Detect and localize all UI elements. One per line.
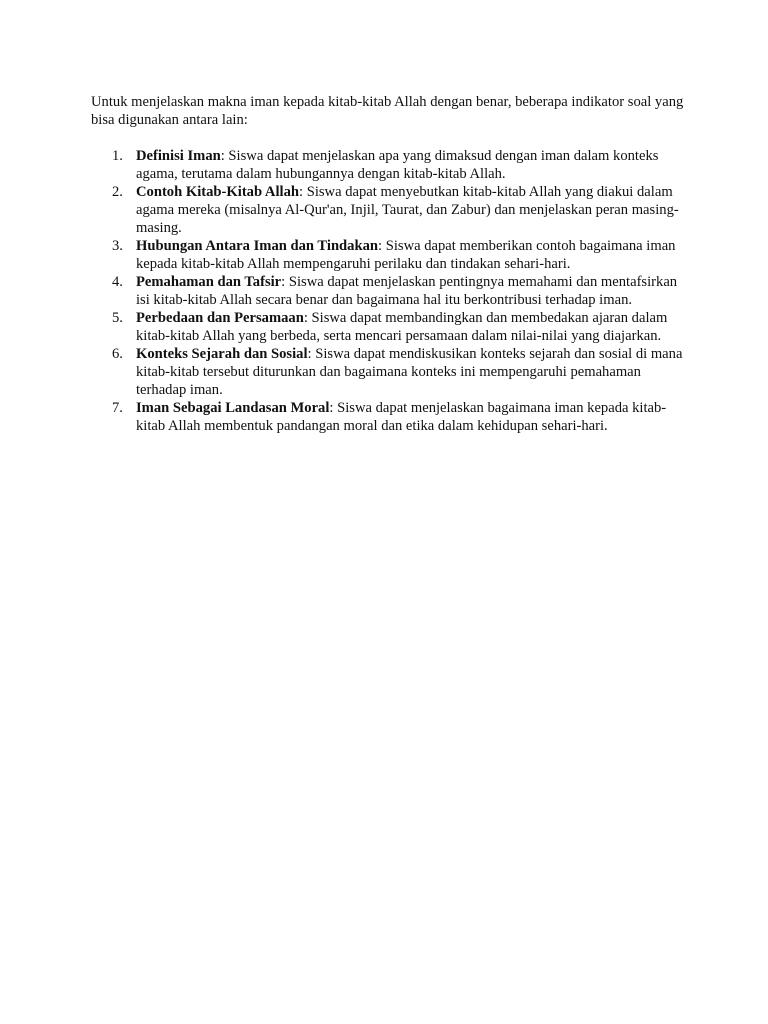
item-term: Hubungan Antara Iman dan Tindakan — [136, 238, 379, 254]
item-description: : Siswa dapat membandingkan dan membedakan ajaran dalam kitab-kitab Allah yang berbeda, serta mencari persamaan dalam nilai-nilai yang diajarkan. — [136, 310, 668, 344]
item-description: : Siswa dapat menjelaskan bagaimana iman kepada kitab-kitab Allah membentuk pandangan moral dan etika dalam kehidupan sehari-hari. — [136, 400, 667, 434]
list-item — [91, 345, 691, 399]
item-term: Contoh Kitab-Kitab Allah — [136, 184, 299, 200]
item-term: Definisi Iman — [136, 148, 221, 164]
item-number: 2. — [112, 184, 123, 200]
item-number: 6. — [112, 346, 123, 362]
item-number: 5. — [112, 310, 123, 326]
document-page — [91, 93, 691, 435]
item-number: 1. — [112, 148, 123, 164]
item-number: 7. — [112, 400, 123, 416]
item-term: Perbedaan dan Persamaan — [136, 310, 304, 326]
item-term: Konteks Sejarah dan Sosial — [136, 346, 308, 362]
item-number: 4. — [112, 274, 123, 290]
item-description: : Siswa dapat menyebutkan kitab-kitab Allah yang diakui dalam agama mereka (misalnya Al-Qur'an, Injil, Taurat, dan Zabur) dan menjelaskan peran masing-masing. — [136, 184, 679, 236]
list-item — [91, 147, 691, 183]
list-item — [91, 237, 691, 273]
item-description: : Siswa dapat menjelaskan pentingnya memahami dan mentafsirkan isi kitab-kitab Allah secara benar dan bagaimana hal itu berkontribusi terhadap iman. — [136, 274, 678, 308]
list-item — [91, 183, 691, 237]
item-term: Pemahaman dan Tafsir — [136, 274, 282, 290]
list-item — [91, 399, 691, 435]
item-description: : Siswa dapat mendiskusikan konteks sejarah dan sosial di mana kitab-kitab tersebut diturunkan dan bagaimana konteks ini mempengaruhi pemahaman terhadap iman. — [136, 346, 683, 398]
indicator-list — [91, 147, 691, 435]
list-item — [91, 273, 691, 309]
list-item — [91, 309, 691, 345]
item-number: 3. — [112, 238, 123, 254]
item-description: : Siswa dapat memberikan contoh bagaimana iman kepada kitab-kitab Allah mempengaruhi perilaku dan tindakan sehari-hari. — [136, 238, 676, 272]
intro-paragraph: Untuk menjelaskan makna iman kepada kitab-kitab Allah dengan benar, beberapa indikator soal yang bisa digunakan antara lain: — [91, 94, 684, 128]
item-description: : Siswa dapat menjelaskan apa yang dimaksud dengan iman dalam konteks agama, terutama dalam hubungannya dengan kitab-kitab Allah. — [136, 148, 659, 182]
item-term: Iman Sebagai Landasan Moral — [136, 400, 330, 416]
